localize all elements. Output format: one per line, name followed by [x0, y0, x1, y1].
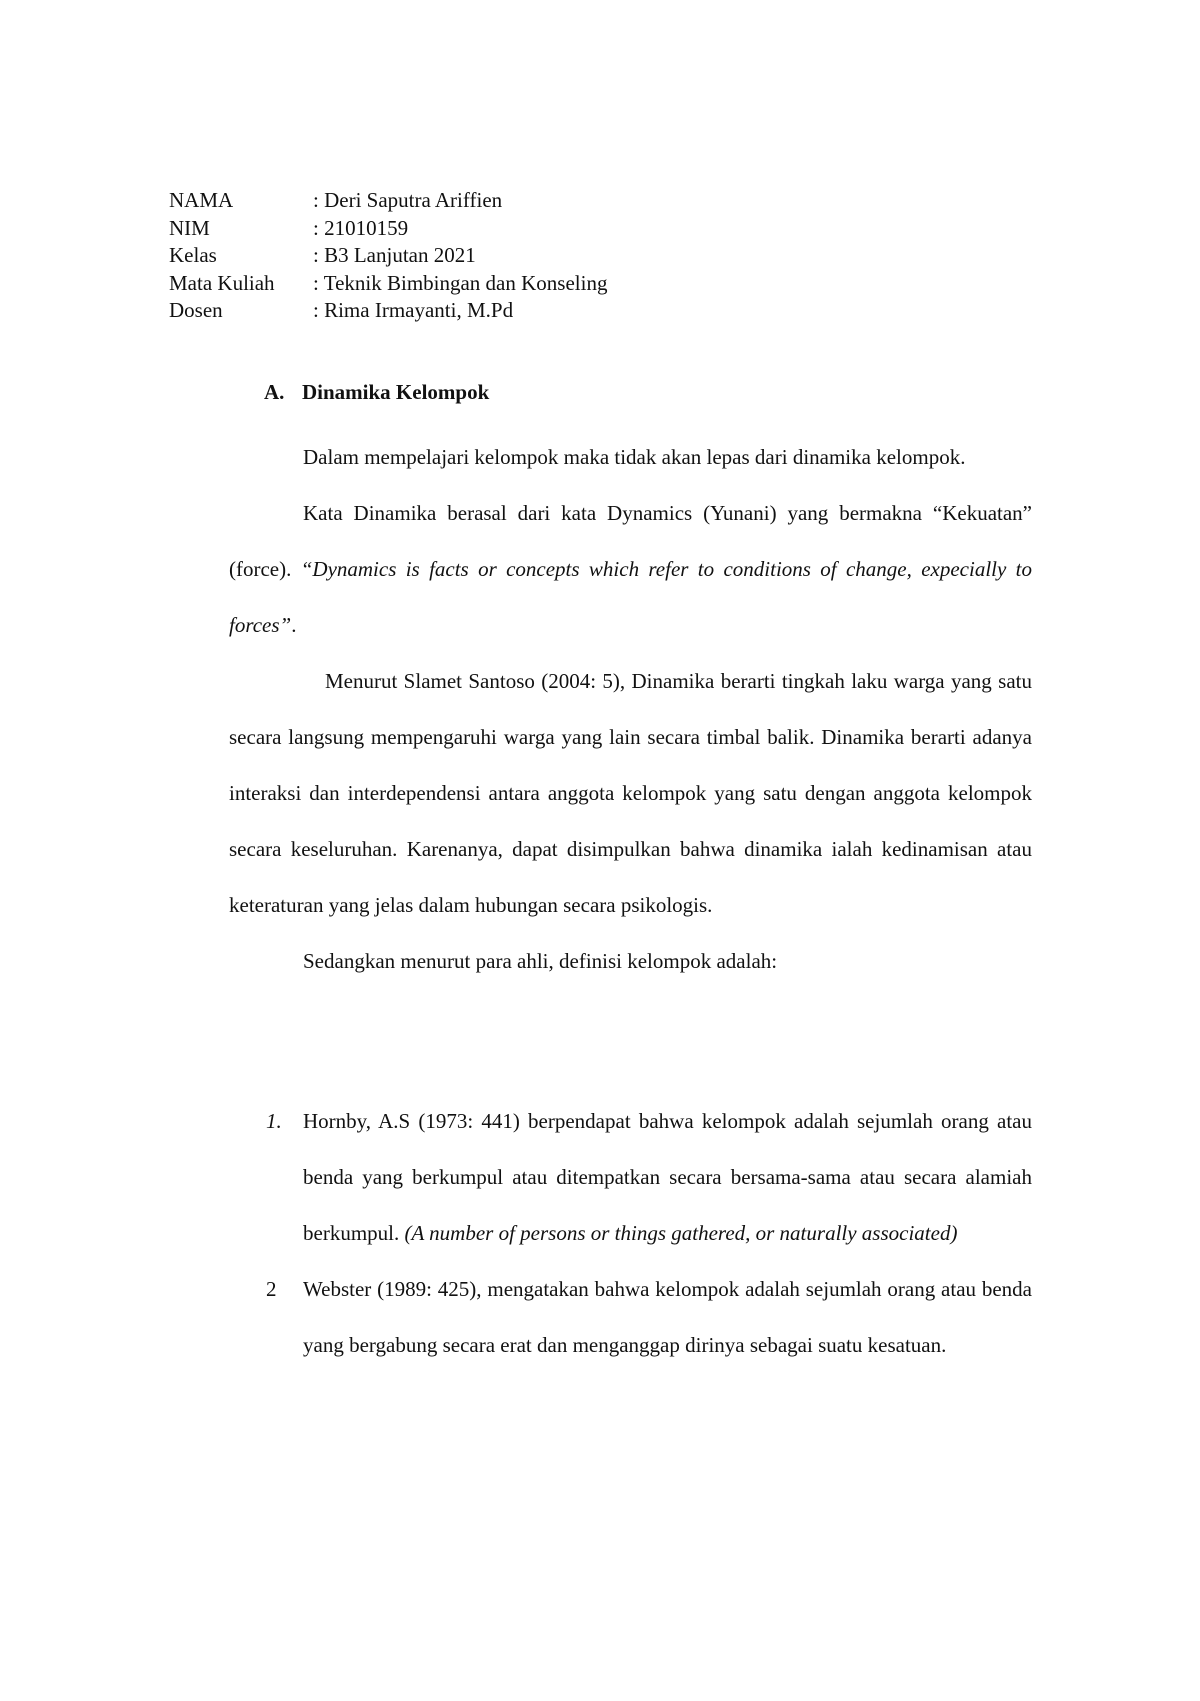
info-value: : Teknik Bimbingan dan Konseling — [313, 270, 608, 295]
list-marker: 2 — [266, 1277, 277, 1301]
list-item — [266, 1261, 1032, 1373]
list-item-text: Webster (1989: 425), mengatakan bahwa kelompok adalah sejumlah orang atau benda yang bergabung secara erat dan menganggap dirinya sebagai suatu kesatuan. — [303, 1277, 1032, 1357]
paragraph-3: Menurut Slamet Santoso (2004: 5), Dinamika berarti tingkah laku warga yang satu secara langsung mempengaruhi warga yang lain secara timbal balik. Dinamika berarti adanya interaksi dan interdependensi antara anggota kelompok yang satu dengan anggota kelompok secara keseluruhan. Karenanya, dapat disimpulkan bahwa dinamika ialah kedinamisan atau keteraturan yang jelas dalam hubungan secara psikologis. — [229, 669, 1032, 917]
info-label: Mata Kuliah — [169, 270, 275, 295]
info-label: Kelas — [169, 243, 217, 267]
info-value: : B3 Lanjutan 2021 — [313, 243, 476, 267]
list-item-italic: (A number of persons or things gathered, or naturally associated) — [404, 1221, 958, 1245]
paragraph-2-end: . — [291, 613, 297, 637]
list-item — [266, 1093, 1032, 1261]
paragraph-2 — [229, 485, 1032, 653]
paragraph-4: Sedangkan menurut para ahli, definisi kelompok adalah: — [303, 949, 778, 973]
body-text — [229, 429, 1032, 989]
section-title: Dinamika Kelompok — [302, 380, 490, 404]
info-row-dosen — [169, 297, 607, 325]
list-item-text: Hornby, A.S (1973: 441) berpendapat bahwa kelompok adalah sejumlah orang atau benda yang berkumpul atau ditempatkan secara bersama-sama atau secara alamiah berkumpul. — [303, 1109, 1032, 1245]
info-value: : Deri Saputra Ariffien — [313, 188, 503, 212]
info-value: : Rima Irmayanti, M.Pd — [313, 298, 514, 322]
section-heading — [264, 378, 489, 406]
info-row-nim — [169, 215, 607, 243]
paragraph-2-quote: “Dynamics is facts or concepts which refer to conditions of change, expecially to forces” — [229, 557, 1033, 637]
info-label: NAMA — [169, 188, 234, 212]
info-label: Dosen — [169, 298, 223, 322]
list-marker: 1. — [266, 1109, 282, 1133]
info-label: NIM — [169, 215, 210, 240]
definition-list — [266, 1093, 1032, 1373]
paragraph-2-text: Kata Dinamika berasal dari kata Dynamics (Yunani) yang bermakna “Kekuatan” (force). — [229, 501, 1032, 581]
section-number: A. — [264, 380, 285, 404]
info-row-nama — [169, 187, 607, 215]
info-row-mata-kuliah — [169, 270, 607, 298]
student-info — [169, 187, 607, 325]
info-row-kelas — [169, 242, 607, 270]
info-value: : 21010159 — [313, 215, 409, 240]
paragraph-1: Dalam mempelajari kelompok maka tidak akan lepas dari dinamika kelompok. — [303, 445, 966, 469]
